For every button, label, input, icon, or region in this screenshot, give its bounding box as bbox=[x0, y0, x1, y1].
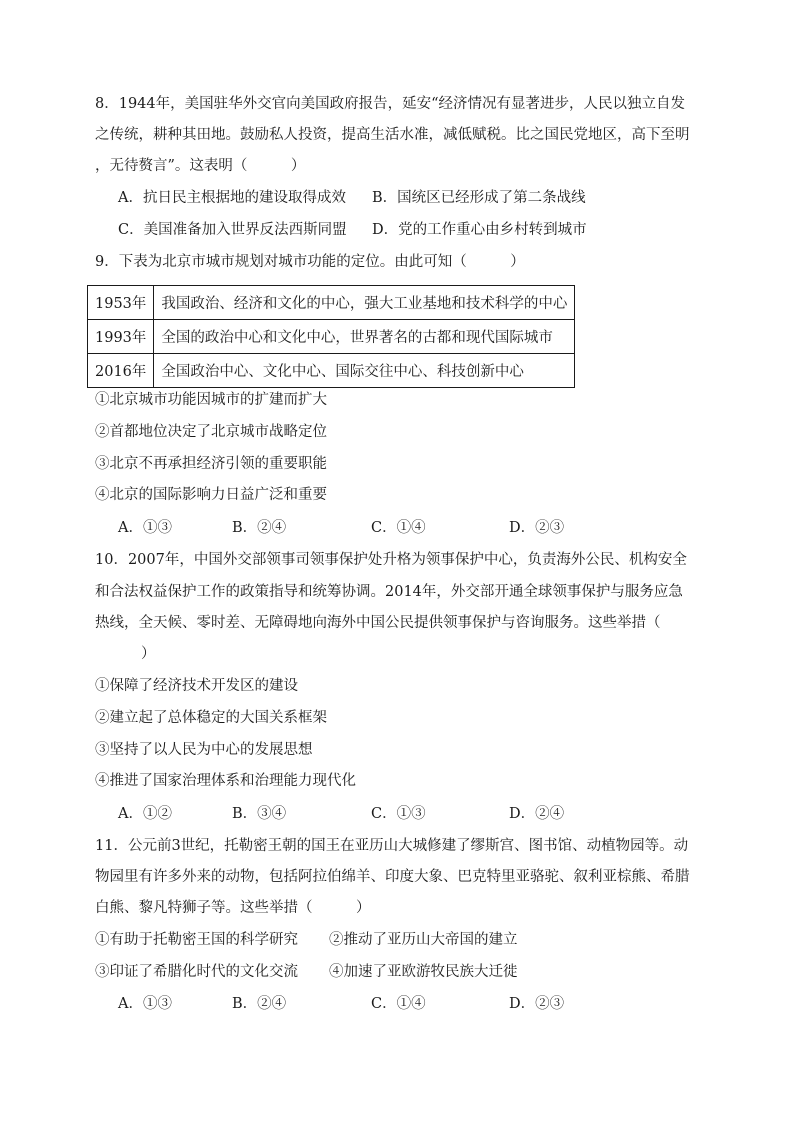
q10-stem-line-3: 热线，全天候、零时差、无障碍地向海外中国公民提供领事保护与咨询服务。这些举措（ bbox=[95, 615, 661, 631]
table-row bbox=[88, 354, 575, 388]
q10-option-d[interactable]: D．②④ bbox=[509, 806, 565, 822]
table-row bbox=[88, 286, 575, 320]
q10-item-2: ②建立起了总体稳定的大国关系框架 bbox=[95, 710, 327, 726]
q9-option-a[interactable]: A．①③ bbox=[118, 520, 172, 536]
table-cell-year: 2016年 bbox=[88, 354, 154, 388]
table-row bbox=[88, 320, 575, 354]
q10-item-4: ④推进了国家治理体系和治理能力现代化 bbox=[95, 773, 356, 789]
q10-option-a[interactable]: A．①② bbox=[118, 806, 172, 822]
q11-option-a[interactable]: A．①③ bbox=[118, 996, 172, 1012]
q8-option-c[interactable]: C．美国准备加入世界反法西斯同盟 bbox=[118, 222, 347, 238]
table-cell-desc: 全国政治中心、文化中心、国际交往中心、科技创新中心 bbox=[154, 354, 575, 388]
q11-item-3: ③印证了希腊化时代的文化交流 bbox=[95, 964, 298, 980]
q11-item-2: ②推动了亚历山大帝国的建立 bbox=[329, 932, 518, 948]
q10-stem-line-1: 10．2007年，中国外交部领事司领事保护处升格为领事保护中心，负责海外公民、机构安全 bbox=[95, 552, 687, 568]
q11-stem-line-2: 物园里有许多外来的动物，包括阿拉伯绵羊、印度大象、巴克特里亚骆驼、叙利亚棕熊、希腊 bbox=[95, 869, 690, 885]
q9-item-2: ②首都地位决定了北京城市战略定位 bbox=[95, 424, 327, 440]
q9-item-3: ③北京不再承担经济引领的重要职能 bbox=[95, 456, 327, 472]
q9-option-c[interactable]: C．①④ bbox=[371, 520, 426, 536]
q8-stem-line-1: 8．1944年，美国驻华外交官向美国政府报告，延安“经济情况有显著进步，人民以独立自发 bbox=[95, 96, 686, 112]
q10-item-1: ①保障了经济技术开发区的建设 bbox=[95, 678, 298, 694]
q10-item-3: ③坚持了以人民为中心的发展思想 bbox=[95, 742, 313, 758]
q11-item-1: ①有助于托勒密王国的科学研究 bbox=[95, 932, 298, 948]
table-cell-year: 1993年 bbox=[88, 320, 154, 354]
q8-option-d[interactable]: D．党的工作重心由乡村转到城市 bbox=[372, 222, 587, 238]
city-function-table bbox=[87, 285, 575, 388]
q11-item-4: ④加速了亚欧游牧民族大迁徙 bbox=[329, 964, 518, 980]
q8-stem-line-2: 之传统，耕种其田地。鼓励私人投资，提高生活水准，减低赋税。比之国民党地区，高下至明 bbox=[95, 127, 690, 143]
q8-stem-line-3: ，无待赘言”。这表明（ ） bbox=[95, 158, 306, 174]
table-cell-desc: 我国政治、经济和文化的中心，强大工业基地和技术科学的中心 bbox=[154, 286, 575, 320]
q9-item-4: ④北京的国际影响力日益广泛和重要 bbox=[95, 487, 327, 503]
q11-stem-line-1: 11．公元前3世纪，托勒密王朝的国王在亚历山大城修建了缪斯宫、图书馆、动植物园等。动 bbox=[95, 838, 689, 854]
q9-option-d[interactable]: D．②③ bbox=[509, 520, 565, 536]
q11-option-b[interactable]: B．②④ bbox=[232, 996, 287, 1012]
q10-stem-line-4: ） bbox=[141, 646, 156, 662]
q11-option-c[interactable]: C．①④ bbox=[371, 996, 426, 1012]
q10-stem-line-2: 和合法权益保护工作的政策指导和统筹协调。2014年，外交部开通全球领事保护与服务应急 bbox=[95, 584, 683, 600]
table-cell-desc: 全国的政治中心和文化中心，世界著名的古都和现代国际城市 bbox=[154, 320, 575, 354]
q8-option-b[interactable]: B．国统区已经形成了第二条战线 bbox=[372, 190, 586, 206]
q8-option-a[interactable]: A．抗日民主根据地的建设取得成效 bbox=[118, 190, 346, 206]
q9-item-1: ①北京城市功能因城市的扩建而扩大 bbox=[95, 392, 327, 408]
q11-option-d[interactable]: D．②③ bbox=[509, 996, 565, 1012]
q11-stem-line-3: 白熊、黎凡特狮子等。这些举措（ ） bbox=[95, 900, 371, 916]
q10-option-b[interactable]: B．③④ bbox=[232, 806, 287, 822]
table-cell-year: 1953年 bbox=[88, 286, 154, 320]
q9-stem: 9．下表为北京市城市规划对城市功能的定位。由此可知（ ） bbox=[95, 254, 525, 270]
q10-option-c[interactable]: C．①③ bbox=[371, 806, 426, 822]
q9-option-b[interactable]: B．②④ bbox=[232, 520, 287, 536]
